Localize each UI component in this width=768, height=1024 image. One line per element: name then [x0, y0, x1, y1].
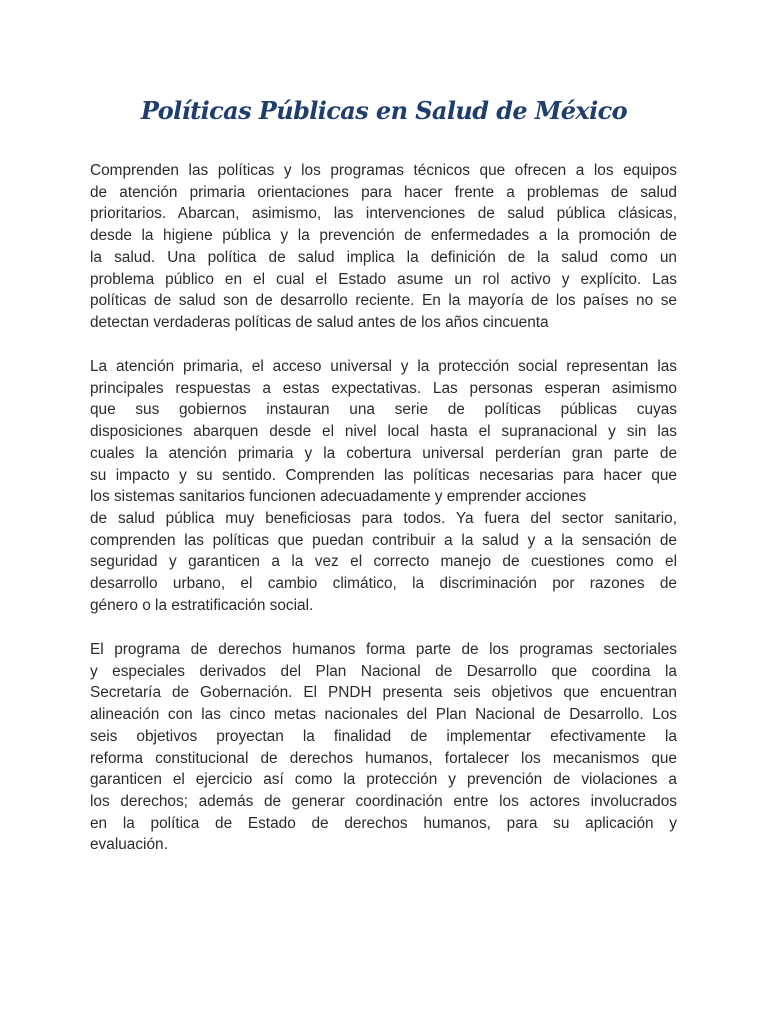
paragraph-3 — [90, 639, 677, 856]
paragraph-line: problema público en el cual el Estado asume un rol activo y explícito. Las — [90, 270, 677, 288]
paragraph-line: El programa de derechos humanos forma parte de los programas sectoriales — [90, 641, 677, 658]
paragraph-line: su impacto y su sentido. Comprenden las políticas necesarias para hacer que — [90, 466, 677, 484]
paragraph-2 — [90, 356, 677, 616]
paragraph-line: detectan verdaderas políticas de salud antes de los años cincuenta — [90, 313, 549, 331]
paragraph-line: género o la estratificación social. — [90, 596, 314, 614]
paragraph-line: que sus gobiernos instauran una serie de políticas públicas cuyas — [90, 401, 677, 419]
paragraph-line: seis objetivos proyectan la finalidad de implementar efectivamente la — [90, 727, 677, 745]
paragraph-line: alineación con las cinco metas nacionales del Plan Nacional de Desarrollo. Los — [90, 706, 677, 724]
paragraph-line: evaluación. — [90, 836, 168, 854]
paragraph-line: políticas de salud son de desarrollo reciente. En la mayoría de los países no se — [90, 292, 677, 310]
paragraph-line: y especiales derivados del Plan Nacional de Desarrollo que coordina la — [90, 662, 677, 680]
paragraph-line: los derechos; además de generar coordinación entre los actores involucrados — [90, 792, 677, 810]
paragraph-line: en la política de Estado de derechos humanos, para su aplicación y — [90, 814, 677, 832]
paragraph-line: La atención primaria, el acceso universal y la protección social representan las — [90, 358, 677, 375]
paragraph-line: Comprenden las políticas y los programas técnicos que ofrecen a los equipos — [90, 162, 677, 179]
paragraph-line: principales respuestas a estas expectativas. Las personas esperan asimismo — [90, 379, 677, 397]
paragraph-line: desde la higiene pública y la prevención de enfermedades a la promoción de — [90, 227, 677, 245]
paragraph-line: cuales la atención primaria y la cobertura universal perderían gran parte de — [90, 444, 677, 462]
paragraph-line: garanticen el ejercicio así como la protección y prevención de violaciones a — [90, 771, 677, 789]
paragraph-line: los sistemas sanitarios funcionen adecuadamente y emprender acciones — [90, 488, 587, 506]
paragraph-line: reforma constitucional de derechos humanos, fortalecer los mecanismos que — [90, 749, 677, 767]
paragraph-line: de atención primaria orientaciones para hacer frente a problemas de salud — [90, 183, 677, 201]
paragraph-line: desarrollo urbano, el cambio climático, la discriminación por razones de — [90, 575, 677, 593]
paragraph-line: disposiciones abarquen desde el nivel local hasta el supranacional y sin las — [90, 423, 677, 441]
paragraph-line: la salud. Una política de salud implica la definición de la salud como un — [90, 248, 677, 266]
paragraph-line: seguridad y garanticen a la vez el correcto manejo de cuestiones como el — [90, 553, 677, 571]
paragraph-line: prioritarios. Abarcan, asimismo, las intervenciones de salud pública clásicas, — [90, 205, 677, 223]
paragraph-line: de salud pública muy beneficiosas para todos. Ya fuera del sector sanitario, — [90, 509, 677, 527]
paragraph-1 — [90, 160, 677, 334]
document-title: Políticas Públicas en Salud de México — [140, 96, 628, 125]
paragraph-line: comprenden las políticas que puedan contribuir a la salud y a la sensación de — [90, 531, 677, 549]
paragraph-line: Secretaría de Gobernación. El PNDH presenta seis objetivos que encuentran — [90, 684, 677, 702]
